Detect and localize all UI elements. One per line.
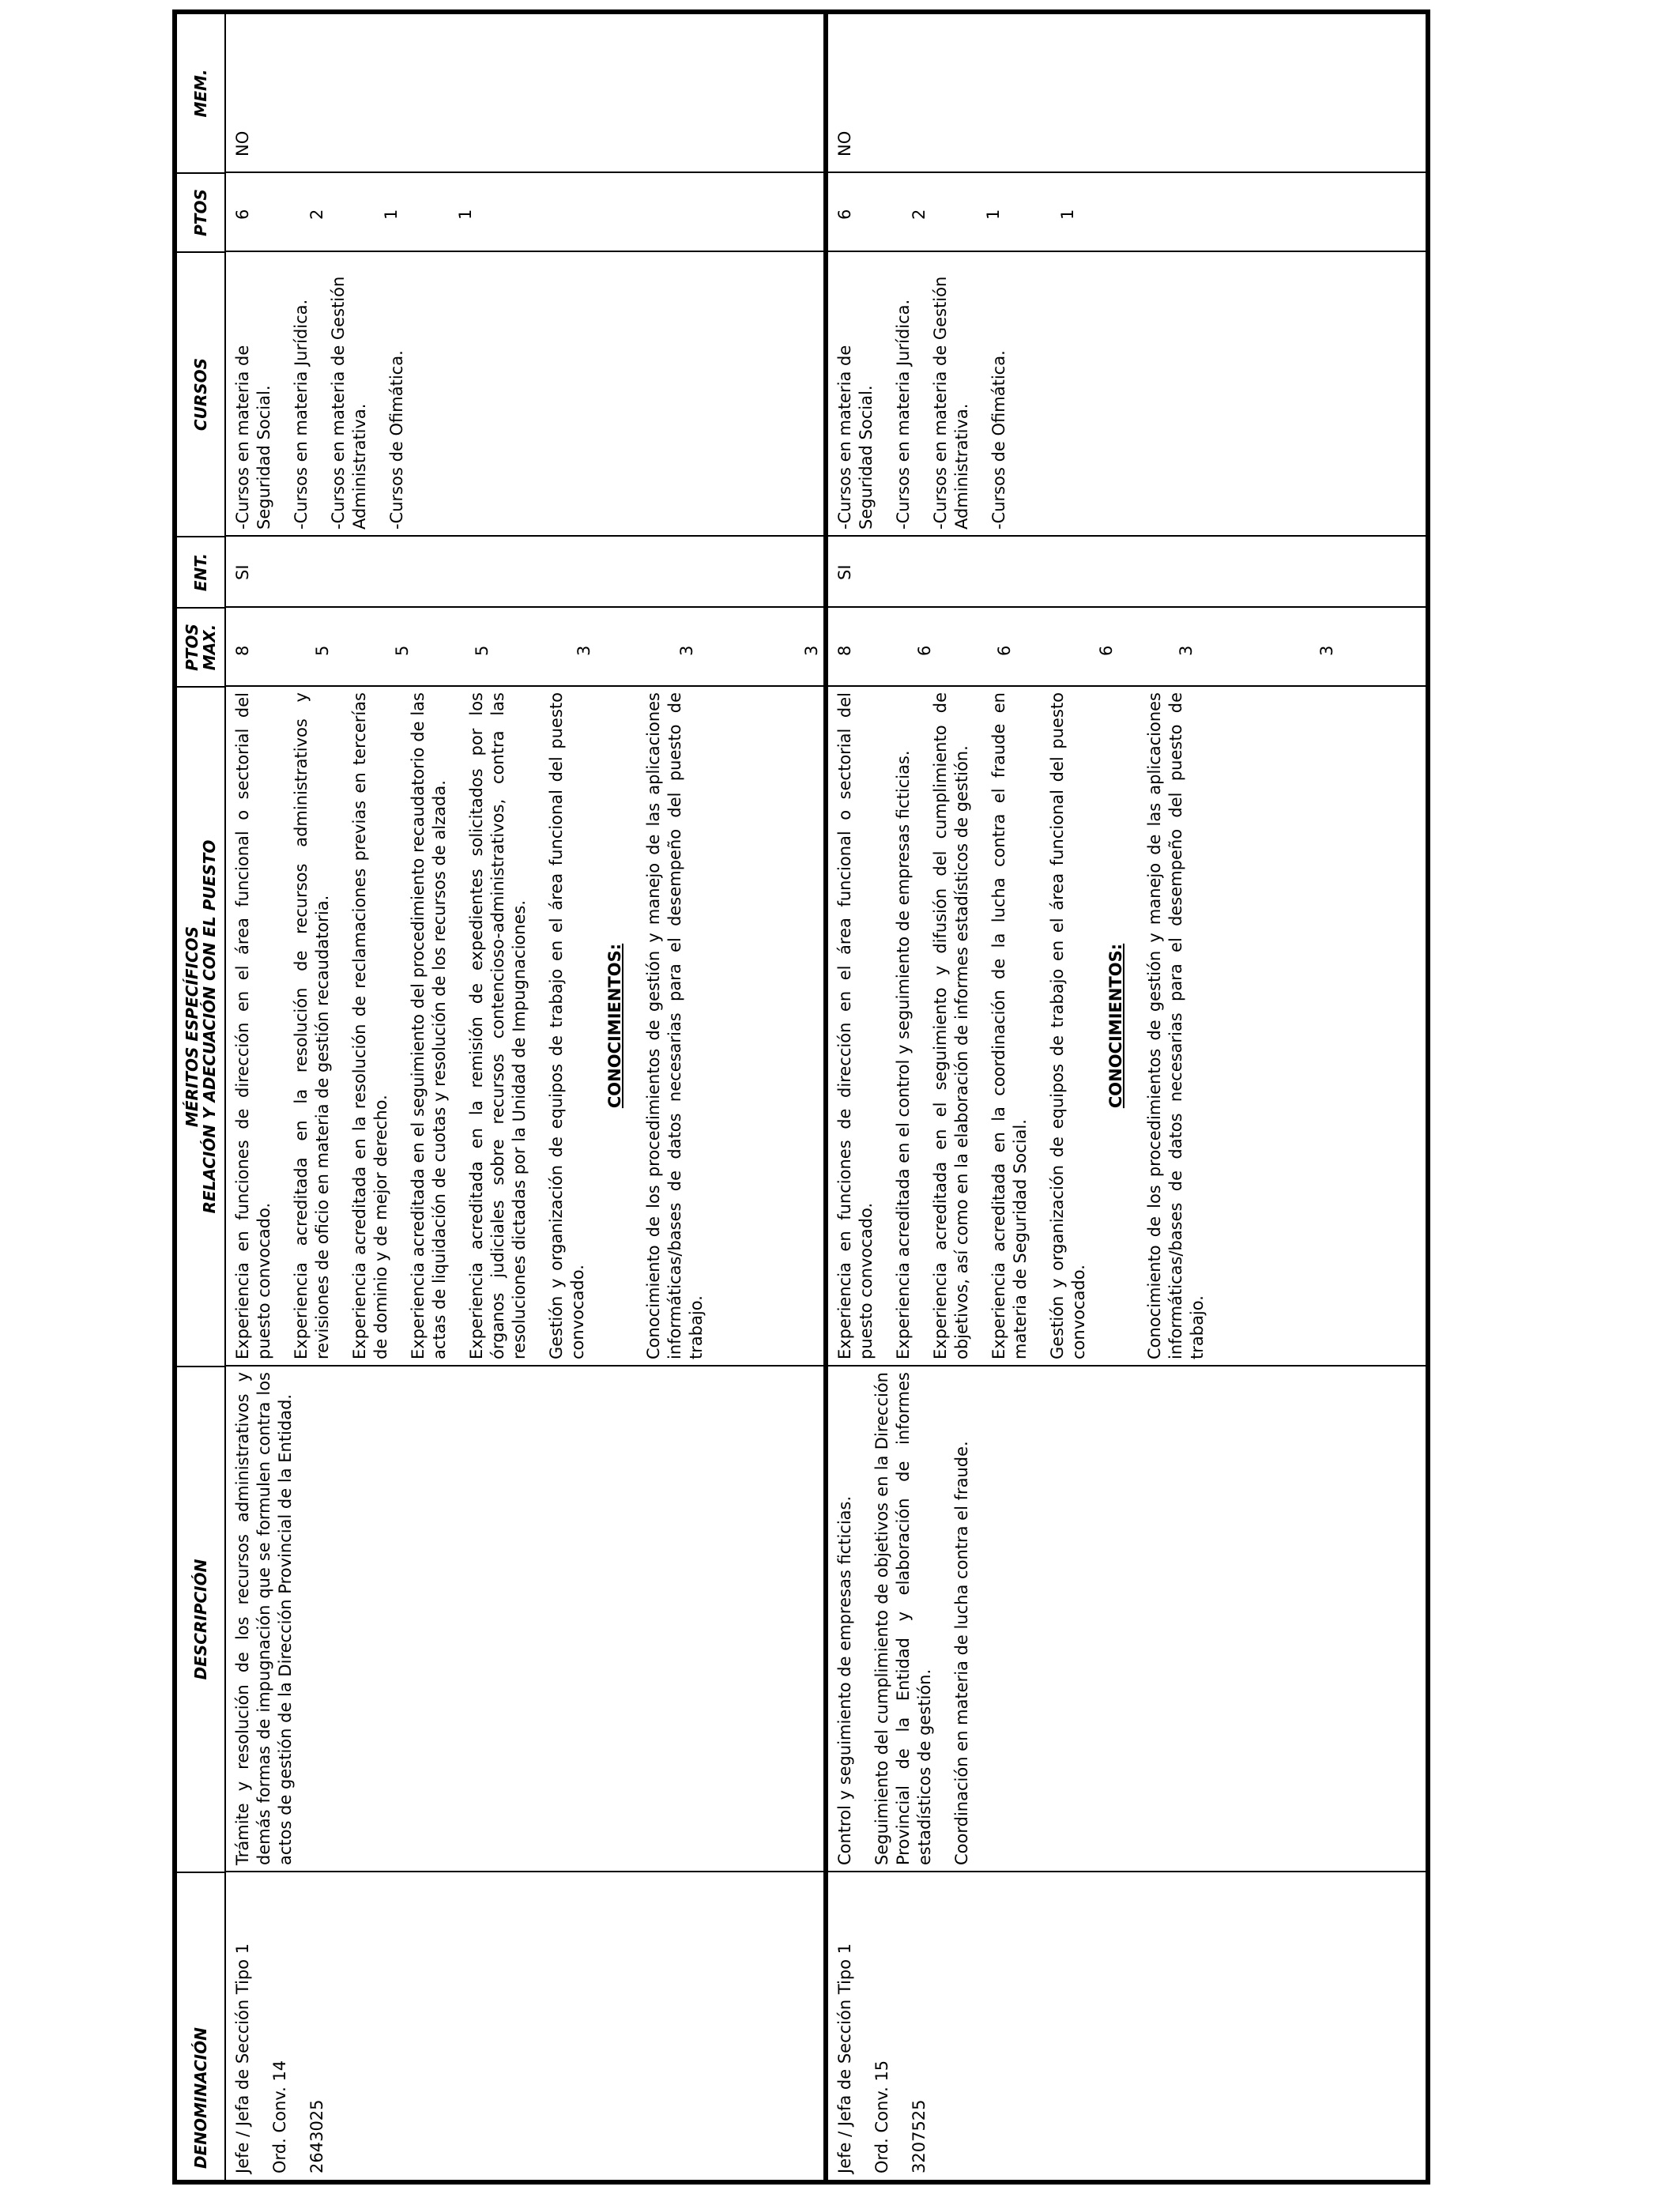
row1-denominacion xyxy=(232,1872,344,2180)
row2-merito-5: Gestión y organización de equipos de trabajo en el área funcional del puesto convocado. xyxy=(1048,692,1088,1359)
row1-denominacion-order: Ord. Conv. 14 xyxy=(270,2060,289,2173)
row2-denominacion-order: Ord. Conv. 15 xyxy=(872,2060,891,2173)
row2-ptos-max-conocimiento: 3 xyxy=(1317,645,1336,656)
row2-ent: SI xyxy=(835,564,854,580)
row1-merito-1: Experiencia en funciones de dirección en el área funcional o sectorial del puesto convocado. xyxy=(233,692,273,1359)
row1-curso-2: -Cursos en materia Jurídica. xyxy=(292,299,311,530)
positions-table xyxy=(172,9,1430,2185)
row1-merito-5: Experiencia acreditada en la remisión de expedientes solicitados por los órganos judiciales sobre recursos contencioso-administrativos, contra las resoluciones dictadas por la Unidad de Impugnaciones. xyxy=(467,692,529,1359)
row1-denominacion-title: Jefe / Jefa de Sección Tipo 1 xyxy=(233,1943,252,2173)
row2-cursos xyxy=(834,251,1026,536)
row1-merito-3: Experiencia acreditada en la resolución de reclamaciones previas en tercerías de dominio y de mejor derecho. xyxy=(350,692,390,1359)
row1-merito-4: Experiencia acreditada en el seguimiento del procedimiento recaudatorio de las actas de liquidación de cuotas y resolución de los recursos de alzada. xyxy=(409,692,449,1359)
row1-curso-ptos-3: 1 xyxy=(382,209,401,220)
header-mem: MEM. xyxy=(177,14,226,172)
row1-descripcion-text: Trámite y resolución de los recursos administrativos y demás formas de impugnación que se formulen contra los actos de gestión de la Dirección Provincial de la Entidad. xyxy=(233,1372,295,1865)
header-ptos: PTOS xyxy=(177,172,226,251)
row1-denominacion-code: 2643025 xyxy=(307,2099,326,2173)
row1-ptos-max-5: 3 xyxy=(574,645,593,656)
row1-ptos-max-1: 8 xyxy=(233,645,252,656)
row2-curso-3: -Cursos en materia de Gestión Administrativa. xyxy=(931,276,971,530)
row2-descripcion-text-2: Seguimiento del cumplimiento de objetivos en la Dirección Provincial de la Entidad y elaboración de informes estadísticos de gestión. xyxy=(872,1372,934,1865)
header-denominacion: DENOMINACIÓN xyxy=(177,1872,226,2180)
row1-ptos-max-2: 5 xyxy=(313,645,332,656)
header-meritos: MÉRITOS ESPECÍFICOS RELACIÓN Y ADECUACIÓN CON EL PUESTO xyxy=(177,686,226,1366)
row2-meritos xyxy=(834,686,1224,1366)
row2-denominacion-code: 3207525 xyxy=(910,2099,929,2173)
row1-curso-ptos-2: 2 xyxy=(307,209,326,220)
row1-curso-ptos-1: 6 xyxy=(233,209,252,220)
row1-conocimientos-heading: CONOCIMIENTOS: xyxy=(605,943,624,1109)
row2-curso-ptos-4: 1 xyxy=(1058,209,1077,220)
row1-ent: SI xyxy=(233,564,252,580)
header-ptos-max: PTOS MAX. xyxy=(177,607,226,686)
row1-ptos-max-conocimiento: 3 xyxy=(802,645,821,656)
row1-descripcion xyxy=(232,1366,312,1872)
row1-ptos-max-3: 5 xyxy=(393,645,412,656)
row1-cursos xyxy=(232,251,424,536)
row1-curso-4: -Cursos de Ofimática. xyxy=(387,350,406,530)
row2-curso-1: -Cursos en materia de Seguridad Social. xyxy=(835,345,876,530)
row2-ptos-max-3: 6 xyxy=(995,645,1014,656)
row2-denominacion xyxy=(834,1872,946,2180)
row2-descripcion xyxy=(834,1366,989,1872)
row2-curso-ptos-2: 2 xyxy=(910,209,929,220)
header-ent: ENT. xyxy=(177,536,226,607)
row2-conocimiento: Conocimiento de los procedimientos de gestión y manejo de las aplicaciones informáticas/bases de datos necesarias para el desempeño del puesto de trabajo. xyxy=(1145,692,1207,1359)
row1-merito-6: Gestión y organización de equipos de trabajo en el área funcional del puesto convocado. xyxy=(547,692,587,1359)
row-separator xyxy=(823,14,828,2180)
row2-descripcion-text-3: Coordinación en materia de lucha contra el fraude. xyxy=(952,1441,971,1865)
row2-merito-4: Experiencia acreditada en la coordinación de la lucha contra el fraude en materia de Seguridad Social. xyxy=(989,692,1030,1359)
row1-mem: NO xyxy=(233,130,252,156)
row1-meritos xyxy=(232,686,723,1366)
row2-conocimientos-heading: CONOCIMIENTOS: xyxy=(1106,943,1125,1109)
row2-merito-1: Experiencia en funciones de dirección en el área funcional o sectorial del puesto convocado. xyxy=(835,692,876,1359)
row2-ptos-max-5: 3 xyxy=(1177,645,1196,656)
row2-mem: NO xyxy=(835,130,854,156)
row2-merito-2: Experiencia acreditada en el control y seguimiento de empresas ficticias. xyxy=(894,750,913,1359)
row2-curso-2: -Cursos en materia Jurídica. xyxy=(894,299,913,530)
row1-ptos-max-4: 5 xyxy=(473,645,492,656)
row1-curso-3: -Cursos en materia de Gestión Administrativa. xyxy=(329,276,369,530)
row2-merito-3: Experiencia acreditada en el seguimiento y difusión del cumplimiento de objetivos, así como en la elaboración de informes estadísticos de gestión. xyxy=(931,692,971,1359)
header-cursos: CURSOS xyxy=(177,251,226,536)
row1-curso-1: -Cursos en materia de Seguridad Social. xyxy=(233,345,273,530)
row2-ptos-max-1: 8 xyxy=(835,645,854,656)
row1-merito-2: Experiencia acreditada en la resolución de recursos administrativos y revisiones de oficio en materia de gestión recaudatoria. xyxy=(292,692,332,1359)
header-descripcion: DESCRIPCIÓN xyxy=(177,1366,226,1872)
row2-ptos-max-2: 6 xyxy=(915,645,934,656)
row1-ptos-max-6: 3 xyxy=(677,645,696,656)
row2-curso-ptos-1: 6 xyxy=(835,209,854,220)
row2-curso-4: -Cursos de Ofimática. xyxy=(989,350,1008,530)
row2-ptos-max-4: 6 xyxy=(1097,645,1116,656)
row1-conocimiento: Conocimiento de los procedimientos de gestión y manejo de las aplicaciones informáticas/bases de datos necesarias para el desempeño del puesto de trabajo. xyxy=(644,692,706,1359)
row2-curso-ptos-3: 1 xyxy=(984,209,1003,220)
row2-denominacion-title: Jefe / Jefa de Sección Tipo 1 xyxy=(835,1943,854,2173)
row1-curso-ptos-4: 1 xyxy=(456,209,475,220)
row2-descripcion-text-1: Control y seguimiento de empresas ficticias. xyxy=(835,1495,854,1865)
